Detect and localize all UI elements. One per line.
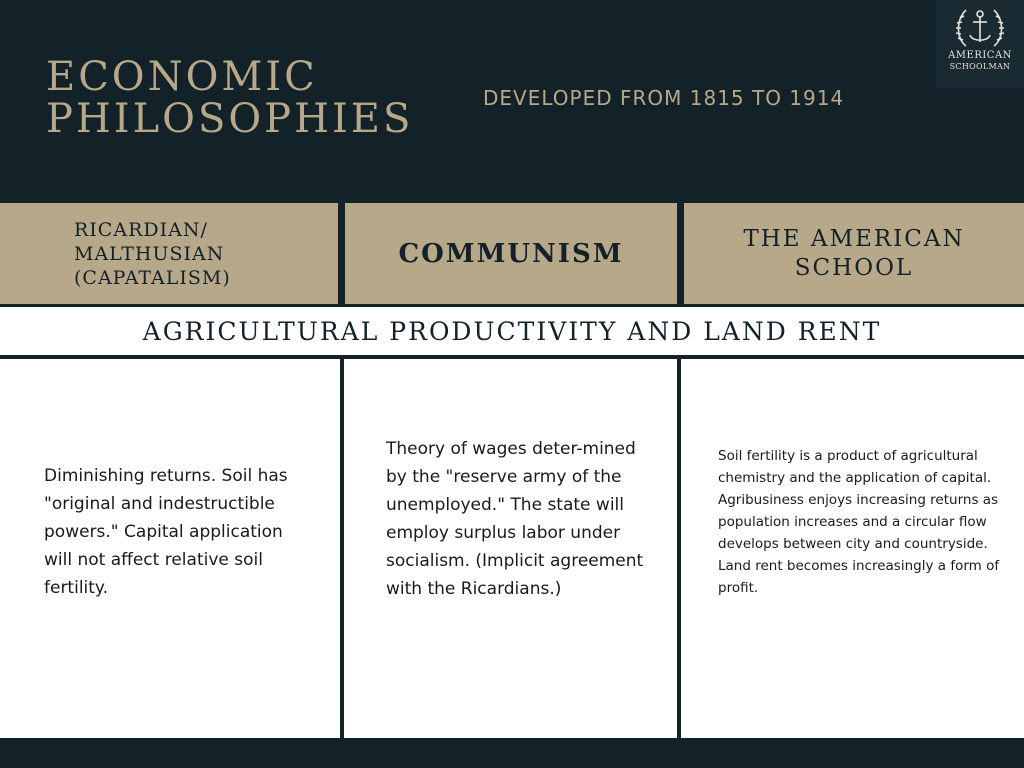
cell-ricardian-text: Diminishing returns. Soil has "original and indestructible powers." Capital application will not affect relative soil fertility. [44, 466, 288, 598]
logo-line-2: SCHOOLMAN [949, 62, 1011, 71]
cell-american-school-text: Soil fertility is a product of agricultural chemistry and the application of capital. Agribusiness enjoys increasing returns as population increases and a circular flow develops between city and countryside. Land rent becomes increasingly a form of profit. [718, 448, 1000, 596]
column-heading-ricardian-label: RICARDIAN/ MALTHUSIAN (CAPATALISM) [74, 218, 231, 289]
title-line-2: PHILOSOPHIES [46, 96, 414, 142]
cell-ricardian [0, 359, 340, 738]
column-heading-ricardian [0, 203, 338, 304]
title-line-1: ECONOMIC [46, 54, 318, 100]
column-heading-american-school [684, 203, 1024, 304]
subtitle: DEVELOPED FROM 1815 TO 1914 [483, 86, 845, 110]
logo [936, 0, 1024, 88]
column-heading-communism [345, 203, 677, 304]
cell-communism [344, 359, 677, 738]
section-title: AGRICULTURAL PRODUCTIVITY AND LAND RENT [0, 307, 1024, 355]
cell-american-school [681, 359, 1024, 738]
cell-communism-text: Theory of wages deter-mined by the "reserve army of the unemployed." The state will employ surplus labor under socialism. (Implicit agreement with the Ricardians.) [386, 439, 644, 599]
header [0, 0, 1024, 200]
page-title [46, 56, 446, 140]
column-heading-american-school-label: THE AMERICAN SCHOOL [743, 225, 965, 281]
logo-line-1: AMERICAN [948, 50, 1012, 61]
column-heading-communism-label: COMMUNISM [398, 238, 624, 269]
anchor-laurel-icon [952, 6, 1008, 50]
